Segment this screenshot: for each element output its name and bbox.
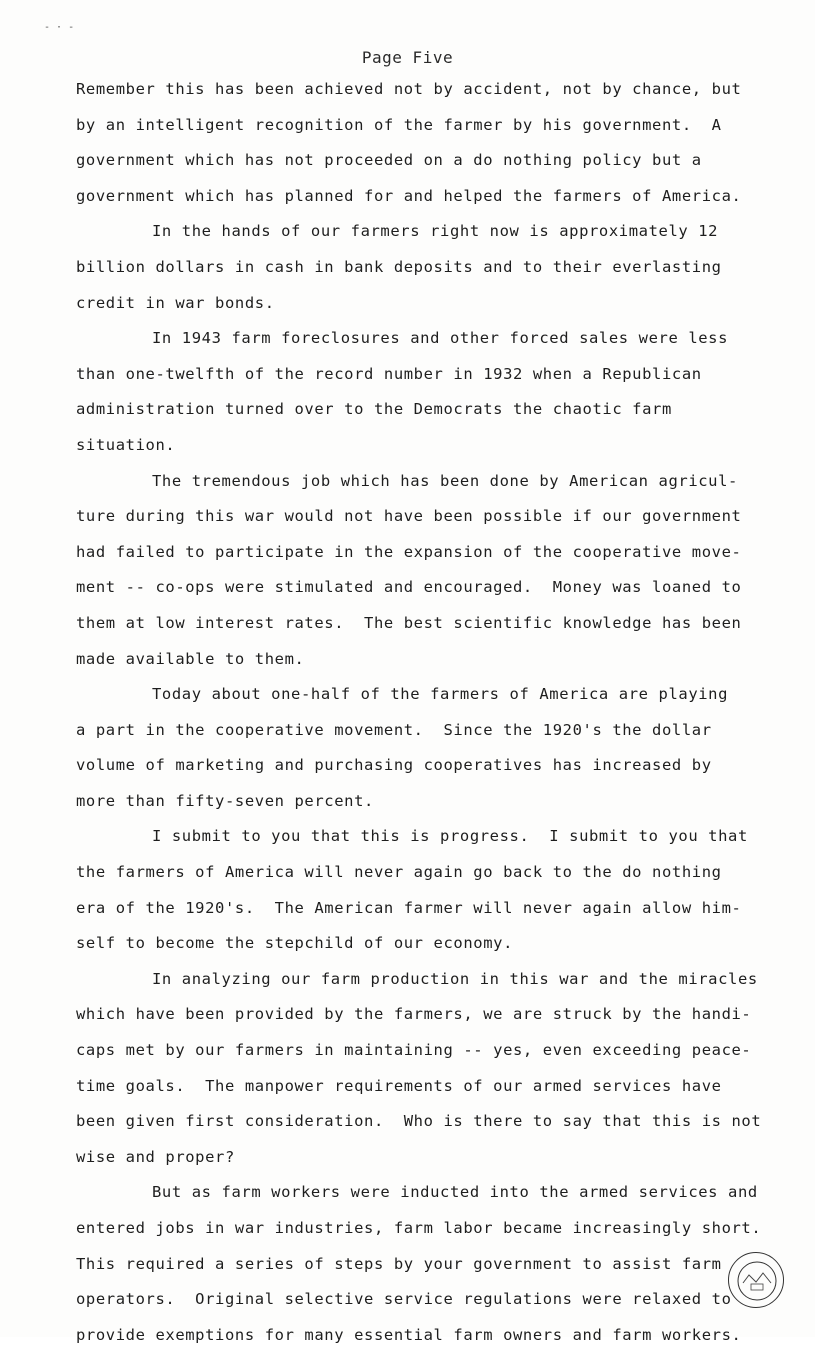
text-line: This required a series of steps by your government to assist farm xyxy=(76,1254,722,1273)
paragraph xyxy=(76,962,776,1176)
text-line: entered jobs in war industries, farm labor became increasingly short. xyxy=(76,1219,762,1237)
paragraph xyxy=(76,819,776,961)
text-line: by an intelligent recognition of the farmer by his government. A xyxy=(76,115,722,134)
text-line: credit in war bonds. xyxy=(76,293,275,312)
text-line: In 1943 farm foreclosures and other forced sales were less xyxy=(152,329,729,348)
stamp-seal-icon xyxy=(729,1253,785,1309)
paragraph xyxy=(76,1175,776,1353)
text-line: ture during this war would not have been possible if our government xyxy=(76,507,742,526)
text-line: Today about one-half of the farmers of America are playing xyxy=(152,685,729,704)
text-line: government which has not proceeded on a do nothing policy but a xyxy=(76,151,702,170)
paragraph xyxy=(76,72,776,214)
text-line: made available to them. xyxy=(76,649,305,668)
text-line: administration turned over to the Democrats the chaotic farm xyxy=(76,400,672,419)
text-line: the farmers of America will never again go back to the do nothing xyxy=(76,863,722,882)
text-line: billion dollars in cash in bank deposits and to their everlasting xyxy=(76,257,722,276)
text-line: had failed to participate in the expansion of the cooperative move- xyxy=(76,542,742,561)
text-line: a part in the cooperative movement. Since the 1920's the dollar xyxy=(76,720,712,739)
text-line: Remember this has been achieved not by accident, not by chance, but xyxy=(76,80,742,98)
text-line: provide exemptions for many essential farm owners and farm workers. xyxy=(76,1325,742,1344)
text-line: self to become the stepchild of our economy. xyxy=(76,934,513,953)
text-line: In analyzing our farm production in this war and the miracles xyxy=(152,969,758,988)
text-line: government which has planned for and helped the farmers of America. xyxy=(76,186,742,205)
archive-stamp-icon xyxy=(728,1252,784,1308)
text-line: In the hands of our farmers right now is approximately 12 xyxy=(152,222,719,241)
text-line: operators. Original selective service regulations were relaxed to xyxy=(76,1290,732,1309)
paragraph xyxy=(76,677,776,819)
text-line: I submit to you that this is progress. I submit to you that xyxy=(152,827,748,846)
corner-marks: - · - xyxy=(44,22,75,33)
text-line: But as farm workers were inducted into the armed services and xyxy=(152,1183,758,1202)
body-text xyxy=(76,72,776,1353)
text-line: situation. xyxy=(76,435,176,454)
paragraph xyxy=(76,464,776,678)
text-line: been given first consideration. Who is there to say that this is not xyxy=(76,1112,762,1131)
text-line: era of the 1920's. The American farmer will never again allow him- xyxy=(76,898,742,917)
text-line: which have been provided by the farmers, we are struck by the handi- xyxy=(76,1005,752,1024)
page-number: Page Five xyxy=(361,48,454,67)
text-line: wise and proper? xyxy=(76,1147,235,1166)
paragraph xyxy=(76,214,776,321)
text-line: volume of marketing and purchasing cooperatives has increased by xyxy=(76,756,712,775)
paragraph xyxy=(76,321,776,463)
text-line: than one-twelfth of the record number in 1932 when a Republican xyxy=(76,364,702,383)
text-line: time goals. The manpower requirements of our armed services have xyxy=(76,1076,722,1095)
text-line: more than fifty-seven percent. xyxy=(76,791,374,810)
text-line: ment -- co-ops were stimulated and encouraged. Money was loaned to xyxy=(76,578,742,597)
text-line: them at low interest rates. The best scientific knowledge has been xyxy=(76,613,742,632)
text-line: The tremendous job which has been done by American agricul- xyxy=(152,471,738,490)
text-line: caps met by our farmers in maintaining -- yes, even exceeding peace- xyxy=(76,1041,752,1060)
